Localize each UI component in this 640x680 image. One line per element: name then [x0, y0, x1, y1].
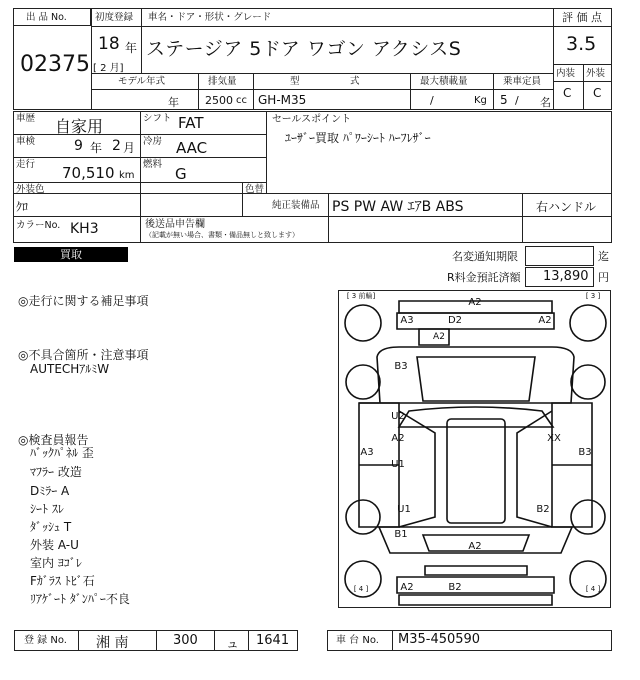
recycle-unit: 円	[598, 271, 609, 284]
wheel-front-left	[345, 305, 381, 341]
mark-left-lower: U1	[391, 459, 405, 470]
inspector-line: ｼｰﾄ ｽﾚ	[30, 502, 64, 516]
recycle-amount: 13,890	[543, 269, 589, 284]
interior-grade: C	[563, 86, 572, 100]
wheel-side-front-right	[571, 365, 605, 399]
buy-badge-text: 買取	[60, 248, 82, 261]
displacement-unit: cc	[236, 95, 247, 106]
displacement-label: 排気量	[208, 76, 237, 87]
exterior-label: 外装	[586, 68, 606, 79]
capacity-unit: Kg	[474, 95, 487, 106]
lot-number: 02375	[20, 52, 90, 77]
mark-front-mid: D2	[447, 315, 463, 326]
mark-rear-bumper-mid: B2	[448, 582, 462, 593]
inspector-line: 室内 ﾖｺﾞﾚ	[30, 556, 82, 570]
mark-left-front-fender: B3	[394, 361, 408, 372]
interior-label: 内装	[556, 68, 576, 79]
mark-left-rear-u1: U1	[397, 504, 411, 515]
capacity-slash: /	[430, 94, 434, 107]
driving-header: ◎走行に関する補足事項	[18, 294, 149, 308]
wheel-side-front-left	[346, 365, 380, 399]
score: 3.5	[566, 33, 597, 55]
inspection-month-unit: 月	[123, 141, 136, 155]
car-outline	[339, 291, 612, 609]
model-year-unit: 年	[168, 96, 179, 109]
mark-front-left: A3	[400, 315, 414, 326]
inspector-header: ◎検査員報告	[18, 433, 89, 447]
mileage: 70,510	[62, 164, 115, 182]
score-label: 評 価 点	[562, 11, 602, 24]
sales-point-label: セールスポイント	[272, 114, 352, 125]
reg-class: 300	[173, 633, 198, 648]
displacement: 2500	[205, 94, 233, 107]
exterior-color: ｸﾛ	[16, 200, 29, 214]
inspection-month: 2	[112, 138, 121, 154]
color-no-label: カラーNo.	[16, 220, 61, 231]
fuel: G	[175, 165, 187, 183]
seats-label: 乗車定員	[503, 76, 542, 87]
reg-label: 登 録 No.	[24, 635, 67, 646]
inspector-line: Fｶﾞﾗｽ ﾄﾋﾞ石	[30, 574, 95, 588]
corner-rear-right: [ 4 ]	[585, 585, 601, 593]
model-year-label: モデル年式	[118, 76, 166, 87]
inspector-line: 外装 A-U	[30, 538, 79, 552]
first-reg-label: 初度登録	[95, 12, 134, 23]
seats: 5	[500, 93, 508, 107]
defects-header: ◎不具合箇所・注意事項	[18, 348, 149, 362]
color-change-label: 色替	[245, 184, 265, 195]
mileage-label: 走行	[16, 159, 36, 170]
type-label: 型	[290, 76, 300, 87]
type-value: GH-M35	[258, 93, 307, 107]
equipment-label: 純正装備品	[272, 200, 320, 211]
car-name: ステージア 5ドア ワゴン アクシスS	[146, 38, 462, 60]
reg-number: 1641	[256, 633, 290, 648]
seats-unit: 名	[540, 96, 551, 109]
mark-rear-bumper-left: A2	[400, 582, 414, 593]
inspection-year-unit: 年	[90, 141, 103, 155]
mark-left-mid: A2	[391, 433, 405, 444]
mark-front-small: A2	[433, 332, 445, 342]
shift-label: シフト	[143, 113, 172, 124]
exterior-grade: C	[593, 86, 602, 100]
history-label: 車歴	[16, 113, 36, 124]
history: 自家用	[55, 117, 104, 136]
mark-left-upper: U2	[391, 411, 405, 422]
name-change-field	[525, 246, 594, 266]
mark-front-top: A2	[468, 297, 482, 308]
aftermarket-label: 後送品申告欄	[145, 219, 205, 230]
name-label: 車名・ドア・形状・グレード	[148, 12, 272, 23]
corner-front-left: [ 3 前輪]	[346, 292, 376, 300]
inspector-line: ﾏﾌﾗｰ 改造	[30, 465, 82, 479]
equipment: PS PW AW ｴｱB ABS	[332, 199, 464, 215]
mark-right-rear: B2	[536, 504, 550, 515]
chassis-label: 車 台 No.	[336, 635, 379, 646]
name-change-label: 名変通知期限	[452, 250, 518, 263]
sales-point: ﾕｰｻﾞｰ買取 ﾊﾟﾜｰｼｰﾄ ﾊｰﾌﾚｻﾞｰ	[285, 131, 431, 145]
inspector-line: ﾊﾞｯｸﾊﾟﾈﾙ 歪	[30, 446, 94, 460]
ac: AAC	[176, 139, 208, 157]
wheel-front-right	[570, 305, 606, 341]
color-no: KH3	[70, 221, 99, 237]
shift: FAT	[178, 114, 204, 132]
inspector-line: Dﾐﾗｰ A	[30, 484, 70, 498]
inspector-line: ﾘｱｹﾞｰﾄ ﾀﾞﾝﾊﾟｰ不良	[30, 592, 130, 606]
inspection-year: 9	[74, 138, 83, 154]
ac-label: 冷房	[143, 136, 163, 147]
type-label-2: 式	[350, 76, 360, 87]
aftermarket-note: （記載が無い場合、書類・備品無しと致します）	[145, 231, 299, 239]
capacity-label: 最大積載量	[420, 76, 468, 87]
fuel-label: 燃料	[143, 159, 163, 170]
buy-badge	[14, 247, 128, 262]
year-unit: 年	[125, 41, 138, 55]
first-reg-year: 18	[98, 34, 120, 54]
mileage-unit: km	[119, 170, 135, 181]
name-change-unit: 迄	[598, 250, 609, 263]
exterior-color-label: 外装色	[16, 184, 45, 195]
seats-slash: /	[515, 94, 519, 107]
wheel-side-rear-left	[346, 500, 380, 534]
mark-front-right: A2	[538, 315, 552, 326]
corner-rear-left: [ 4 ]	[353, 585, 369, 593]
mark-rear-panel: A2	[468, 541, 482, 552]
corner-front-right: [ 3 ]	[585, 292, 601, 300]
defect-line: AUTECHｱﾙﾐW	[30, 362, 110, 376]
mark-right-door-xx: XX	[547, 433, 561, 444]
mark-left-door: A3	[360, 447, 374, 458]
reg-area: 湘 南	[96, 635, 129, 651]
first-reg-month: [ 2 月]	[93, 63, 124, 74]
recycle-label: R料金預託済額	[447, 271, 521, 284]
wheel-side-rear-right	[571, 500, 605, 534]
chassis-number: M35-450590	[398, 632, 481, 647]
inspector-line: ﾀﾞｯｼｭ T	[30, 520, 72, 534]
inspection-label: 車検	[16, 136, 36, 147]
mark-right-door: B3	[578, 447, 592, 458]
reg-kana: ュ	[226, 637, 240, 652]
steering: 右ハンドル	[536, 200, 597, 214]
car-diagram	[338, 290, 611, 608]
mark-left-rear-b1: B1	[394, 529, 408, 540]
lot-label: 出 品 No.	[26, 12, 67, 23]
